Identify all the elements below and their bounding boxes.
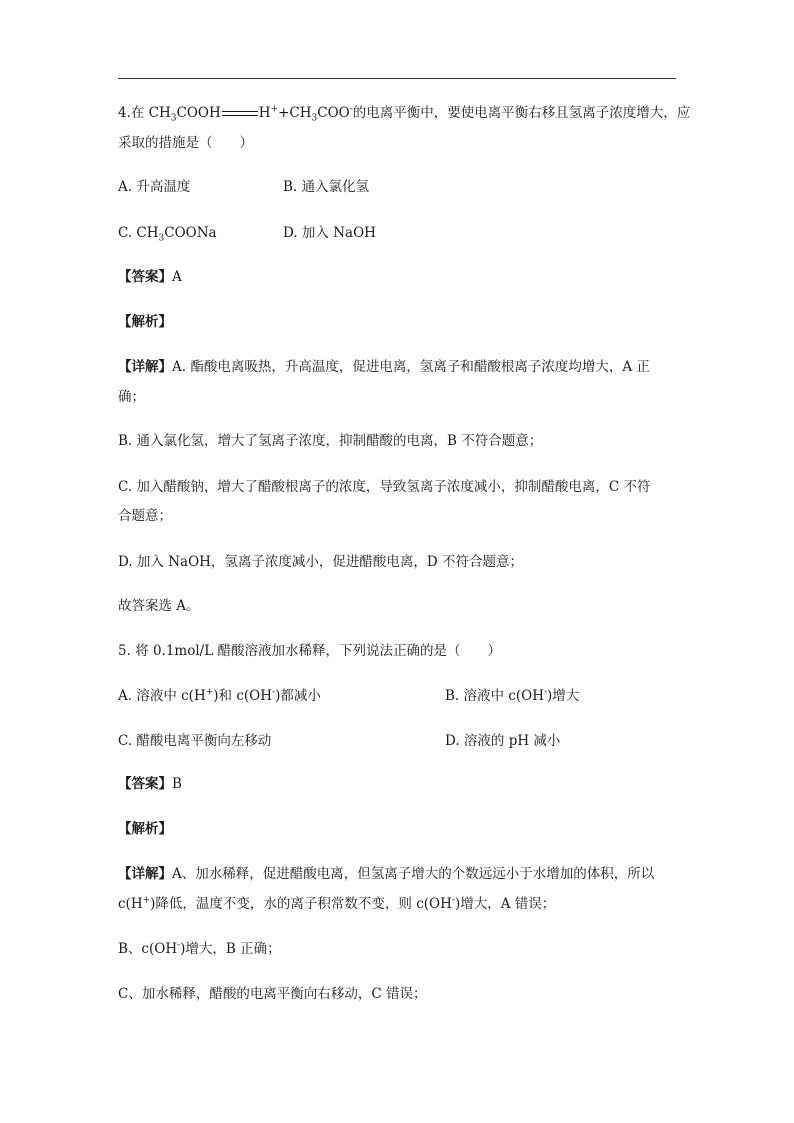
q5-option-b: B. 溶液中 c(OH-)增大 bbox=[445, 687, 580, 704]
q4-stem-line2: 采取的措施是（ ） bbox=[118, 135, 253, 151]
q5-stem: 5. 将 0.1mol/L 醋酸溶液加水稀释，下列说法正确的是（ ） bbox=[118, 643, 501, 659]
q4-conclusion: 故答案选 A。 bbox=[118, 598, 200, 614]
q4-detail-2: B. 通入氯化氢，增大了氢离子浓度，抑制醋酸的电离，B 不符合题意； bbox=[118, 433, 543, 449]
q4-stem-line1: 4.在 $CH_3COOH$ $H^++CH_3COO^-$的电离平衡中，要使电离平衡右移且氢离子浓度增大，应 bbox=[118, 104, 691, 124]
q5-detail-1b: c(H+)降低，温度不变，水的离子积常数不变，则 c(OH-)增大，A 错误； bbox=[118, 895, 556, 912]
q4-option-a: A. 升高温度 bbox=[118, 179, 191, 195]
q5-option-c: C. 醋酸电离平衡向左移动 bbox=[118, 733, 272, 749]
q4-detail-3a: C. 加入醋酸钠，增大了醋酸根离子的浓度，导致氢离子浓度减小，抑制醋酸电离，C 不符 bbox=[118, 479, 651, 495]
q5-option-a: A. 溶液中 c(H+)和 c(OH-)都减小 bbox=[118, 687, 321, 704]
q4-option-d: D. 加入 NaOH bbox=[283, 225, 376, 241]
header-rule bbox=[118, 78, 676, 79]
q4-detail-1b: 确； bbox=[118, 389, 145, 405]
q4-detail-4: D. 加入 NaOH，氢离子浓度减小，促进醋酸电离，D 不符合题意； bbox=[118, 554, 524, 570]
q4-detail-1a: 【详解】A. 酯酸电离吸热，升高温度，促进电离，氢离子和醋酸根离子浓度均增大，A 正 bbox=[118, 359, 650, 375]
q5-option-d: D. 溶液的 pH 减小 bbox=[445, 733, 561, 749]
q5-detail-2: B、c(OH-)增大，B 正确； bbox=[118, 940, 281, 957]
equilibrium-arrow-icon bbox=[222, 110, 258, 118]
q4-analysis-label: 【解析】 bbox=[118, 314, 172, 330]
q4-answer: 【答案】A bbox=[118, 269, 182, 285]
q5-detail-1a: 【详解】A、加水稀释，促进醋酸电离，但氢离子增大的个数远远小于水增加的体积，所以 bbox=[118, 866, 655, 882]
q4-option-b: B. 通入氯化氢 bbox=[283, 179, 370, 195]
q4-detail-3b: 合题意； bbox=[118, 508, 172, 524]
q4-option-c: C. $CH_3COONa$ bbox=[118, 225, 217, 244]
q5-detail-3: C、加水稀释，醋酸的电离平衡向右移动，C 错误； bbox=[118, 986, 427, 1002]
q5-answer: 【答案】B bbox=[118, 776, 182, 792]
q5-analysis-label: 【解析】 bbox=[118, 821, 172, 837]
